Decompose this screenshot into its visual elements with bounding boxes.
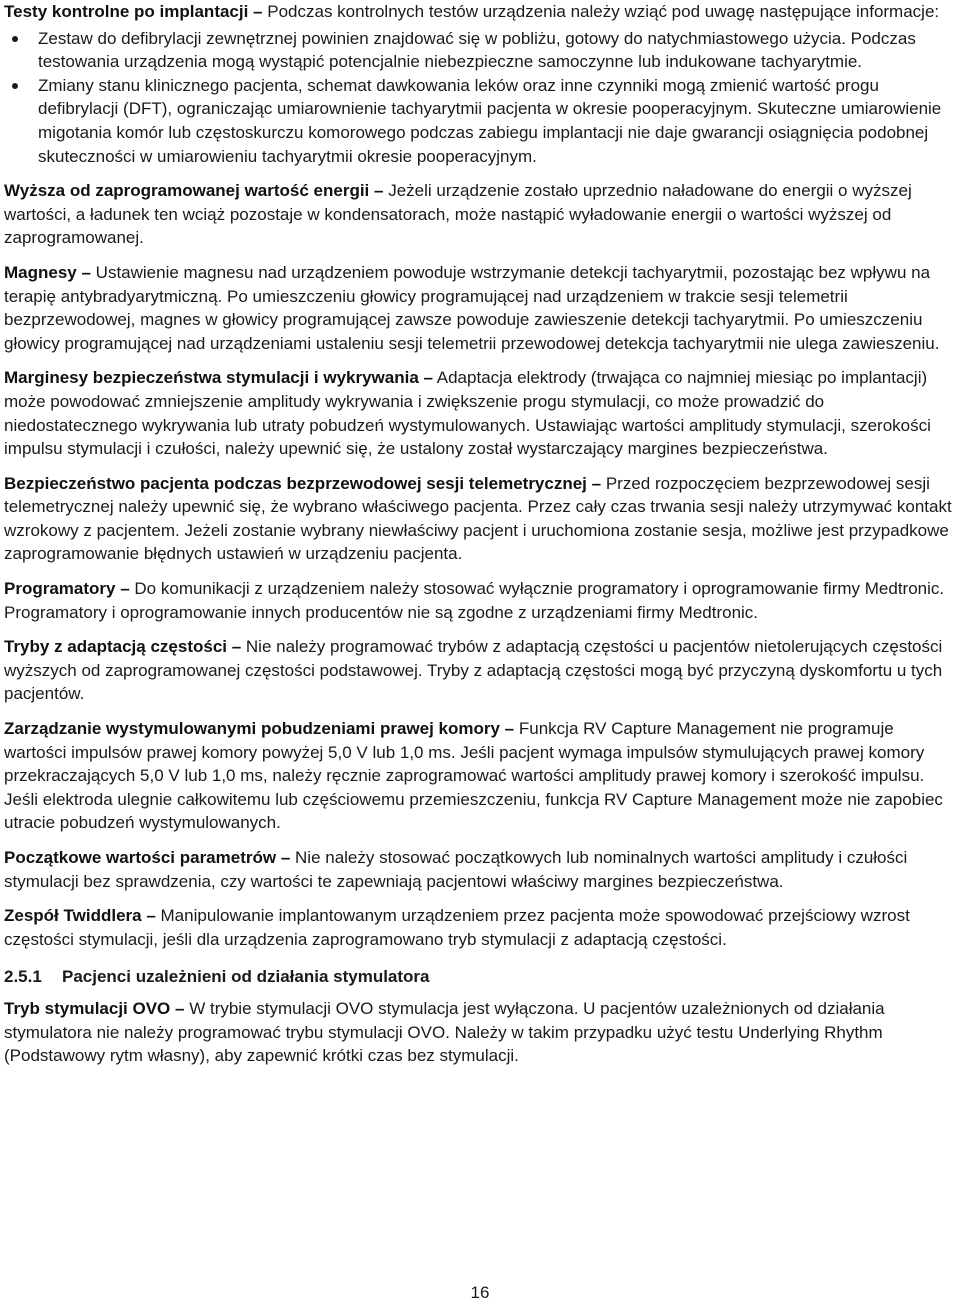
paragraph-text: Nie należy stosować początkowych lub nominalnych wartości amplitudy i czułości stymulacji bez sprawdzenia, czy wartości te zapewniają pacjentowi właściwy margines bezpieczeństwa. — [4, 848, 908, 891]
paragraph-term: Tryb stymulacji OVO – — [4, 998, 185, 1018]
paragraph-text: Nie należy programować trybów z adaptacją częstości u pacjentów nietolerujących częstości wyższych od zaprogramowanej częstości podstawowej. Tryby z adaptacją częstości mogą być przyczyną dyskomfortu u tych pacjentów. — [4, 637, 943, 704]
paragraph-text: Manipulowanie implantowanym urządzeniem przez pacjenta może spowodować przejściowy wzrost częstości stymulacji, jeśli dla urządzenia zaprogramowano tryb stymulacji z adaptacją częstości. — [4, 906, 910, 949]
list-item — [38, 27, 954, 74]
paragraph-term: Zespół Twiddlera – — [4, 906, 156, 926]
paragraph-twiddler — [4, 904, 954, 951]
paragraph-ovo-mode — [4, 997, 954, 1068]
section-title: Pacjenci uzależnieni od działania stymulatora — [62, 967, 430, 987]
paragraph-programmers — [4, 577, 954, 624]
section-heading — [4, 965, 954, 989]
paragraph-term: Tryby z adaptacją częstości – — [4, 637, 242, 657]
bullet-text: Zmiany stanu klinicznego pacjenta, schemat dawkowania leków oraz inne czynniki mogą zmienić wartość progu defibrylacji (DFT), ograniczając umiarownienie tachyarytmii pacjenta w okresie pooperacyjnym. Skuteczne umiarowienie migotania komór lub częstoskurczu komorowego podczas zabiegu implantacji nie daje gwarancji osiągnięcia podobnej skuteczności w umiarowieniu tachyarytmii okresie pooperacyjnym. — [38, 75, 942, 166]
paragraph-safety-margins — [4, 366, 954, 460]
paragraph-term: Wyższa od zaprogramowanej wartość energii – — [4, 181, 384, 201]
paragraph-term: Zarządzanie wystymulowanymi pobudzeniami prawej komory – — [4, 719, 515, 739]
paragraph-magnets — [4, 261, 954, 355]
page-number: 16 — [470, 1283, 490, 1302]
intro-term: Testy kontrolne po implantacji – — [4, 2, 263, 21]
paragraph-energy — [4, 179, 954, 250]
paragraph-wireless-safety — [4, 472, 954, 566]
paragraph-text: Funkcja RV Capture Management nie programuje wartości impulsów prawej komory powyżej 5,0 V lub 1,0 ms. Jeśli pacjent wymaga impulsów stymulujących prawej komory przekraczających 5,0 V lub 1,0 ms, należy ręcznie zaprogramować wartości amplitudy prawej komory i szerokość impulsu. Jeśli elektroda ulegnie całkowitemu lub częściowemu przemieszczeniu, funkcja RV Capture Management może nie zapobiec utracie pobudzeń wystymulowanych. — [4, 719, 943, 833]
intro-paragraph — [4, 0, 954, 24]
bullet-list — [4, 27, 954, 169]
paragraph-initial-params — [4, 846, 954, 893]
paragraph-rate-response — [4, 635, 954, 706]
paragraph-text: Przed rozpoczęciem bezprzewodowej sesji telemetrycznej należy upewnić się, że wybrano właściwego pacjenta. Przez cały czas trwania sesji należy utrzymywać kontakt wzrokowy z pacjentem. Jeżeli zostanie wybrany niewłaściwy pacjent i uruchomiona zostanie sesja, możliwe jest przypadkowe zaprogramowanie błędnych ustawień w urządzeniu pacjenta. — [4, 473, 952, 564]
paragraph-text: Do komunikacji z urządzeniem należy stosować wyłącznie programatory i oprogramowanie firmy Medtronic. Programatory i oprogramowanie innych producentów nie są zgodne z urządzeniami firmy Medtronic. — [4, 579, 945, 622]
paragraph-text: Ustawienie magnesu nad urządzeniem powoduje wstrzymanie detekcji tachyarytmii, pozostając bez wpływu na terapię antybradyarytmiczną. Po umieszczeniu głowicy programującej nad urządzeniem w trakcie sesji telemetrii bezprzewodowej, magnes w głowicy programującej zawsze powoduje zawieszenie detekcji tachyarytmii. Po umieszczeniu głowicy programującej nad urządzeniami ustaleniu sesji telemetrii przewodowej detekcja tachyarytmii nie ulega zawieszeniu. — [4, 262, 940, 353]
paragraph-text: W trybie stymulacji OVO stymulacja jest wyłączona. U pacjentów uzależnionych od działania stymulatora nie należy programować trybu stymulacji OVO. Należy w takim przypadku użyć testu Underlying Rhythm (Podstawowy rytm własny), aby zapewnić krótki czas bez stymulacji. — [4, 998, 885, 1066]
bullet-icon — [12, 36, 18, 42]
paragraph-rv-capture — [4, 717, 954, 835]
section-number: 2.5.1 — [4, 967, 42, 987]
list-item — [38, 74, 954, 168]
paragraph-term: Magnesy – — [4, 262, 91, 282]
intro-text: Podczas kontrolnych testów urządzenia należy wziąć pod uwagę następujące informacje: — [267, 2, 940, 21]
paragraph-term: Marginesy bezpieczeństwa stymulacji i wykrywania – — [4, 368, 433, 388]
bullet-text: Zestaw do defibrylacji zewnętrznej powinien znajdować się w pobliżu, gotowy do natychmiastowego użycia. Podczas testowania urządzenia mogą wystąpić potencjalnie niebezpieczne samoczynne lub indukowane tachyarytmie. — [38, 28, 916, 72]
paragraph-term: Bezpieczeństwo pacjenta podczas bezprzewodowej sesji telemetrycznej – — [4, 473, 602, 493]
paragraph-text: Jeżeli urządzenie zostało uprzednio naładowane do energii o wyższej wartości, a ładunek ten wciąż pozostaje w kondensatorach, może nastąpić wyładowanie energii o wartości wyższej od zaprogramowanej. — [4, 181, 912, 248]
paragraph-term: Początkowe wartości parametrów – — [4, 848, 291, 867]
paragraph-term: Programatory – — [4, 579, 130, 599]
bullet-icon — [12, 83, 18, 89]
paragraph-text: Adaptacja elektrody (trwająca co najmniej miesiąc po implantacji) może powodować zmniejszenie amplitudy wykrywania i zwiększenie progu stymulacji, co może prowadzić do niedostatecznego wykrywania lub utraty pobudzeń wystymulowanych. Ustawiając wartości amplitudy stymulacji, szerokości impulsu stymulacji i czułości, należy upewnić się, że ustalony został wystarczający margines bezpieczeństwa. — [4, 368, 931, 459]
